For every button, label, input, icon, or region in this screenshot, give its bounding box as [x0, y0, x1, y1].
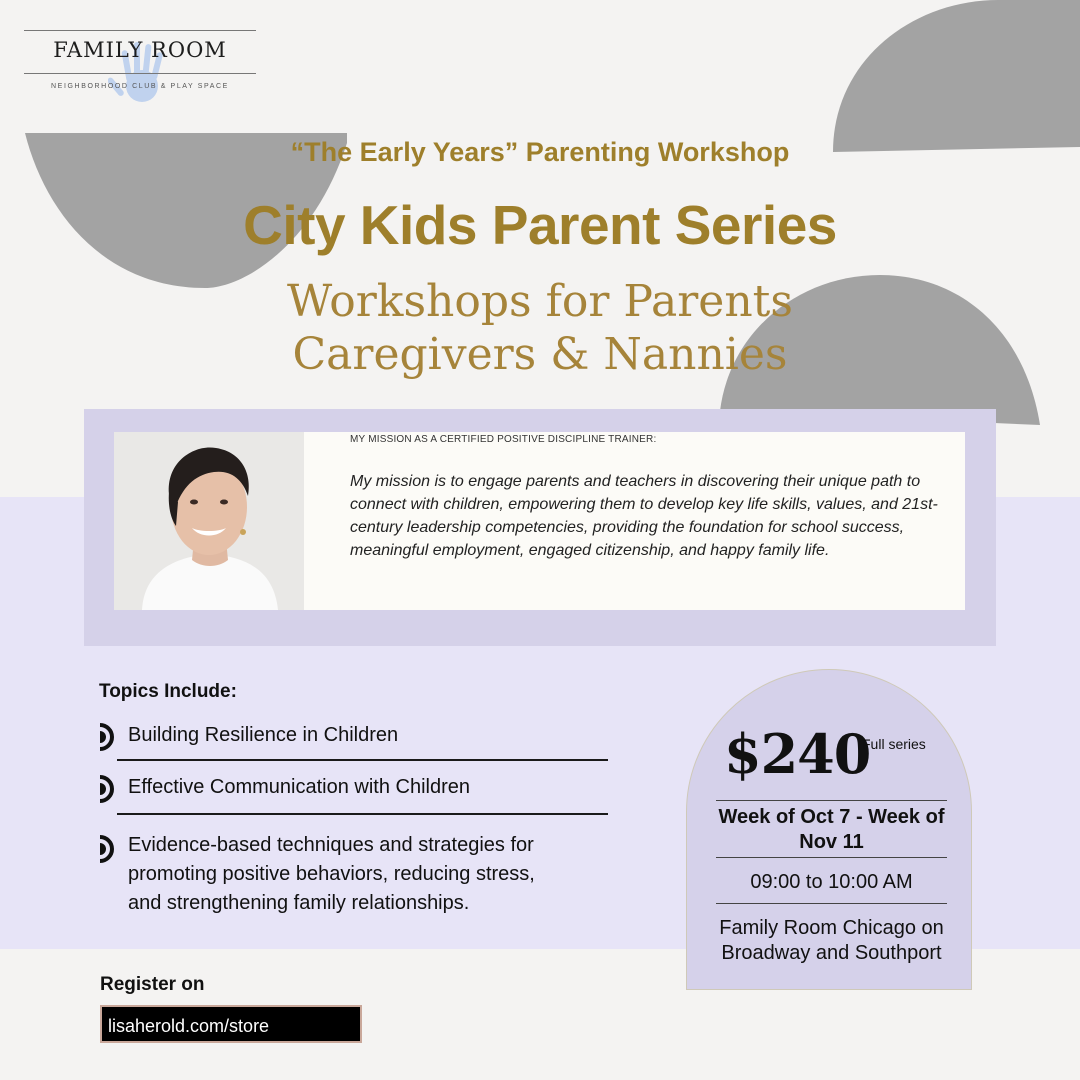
topic-item	[98, 831, 618, 923]
register-label: Register on	[100, 974, 205, 995]
topic-text: Evidence-based techniques and strategies for promoting positive behaviors, reducing stress, and strengthening family relationships.	[128, 834, 535, 914]
brand-tagline: NEIGHBORHOOD CLUB & PLAY SPACE	[51, 83, 229, 90]
location: Family Room Chicago on Broadway and Southport	[719, 917, 944, 964]
workshop-kicker: “The Early Years” Parenting Workshop	[290, 137, 790, 167]
topic-text: Effective Communication with Children	[128, 776, 471, 798]
mission-statement: My mission is to engage parents and teachers in discovering their unique path to connect with children, empowering them to develop key life skills, values, and 21st-century leadership competencies, providing the foundation for school success, meaningful employment, engaged citizenship, and happy family life.	[350, 473, 938, 559]
pricing-divider	[716, 800, 947, 801]
topics-title: Topics Include:	[99, 681, 237, 702]
half-circle-bullet-icon	[98, 835, 120, 863]
register-link[interactable]: lisaherold.com/store	[100, 1005, 362, 1043]
topic-divider	[117, 759, 608, 761]
series-title: City Kids Parent Series	[243, 194, 837, 256]
audience-subtitle	[0, 275, 1080, 381]
pricing-divider	[716, 857, 947, 858]
half-circle-bullet-icon	[98, 775, 120, 803]
price-note: Full series	[862, 736, 926, 752]
logo-rule-bottom	[24, 73, 256, 74]
topic-item	[98, 721, 618, 753]
topic-divider	[117, 813, 608, 815]
subtitle-line-1: Workshops for Parents	[287, 276, 793, 327]
price: $240	[724, 722, 871, 786]
topic-text: Building Resilience in Children	[128, 724, 399, 746]
series-dates: Week of Oct 7 - Week of Nov 11	[718, 806, 945, 853]
brand-name: FAMILY ROOM	[53, 38, 227, 62]
brand-logo	[24, 28, 256, 98]
session-time: 09:00 to 10:00 AM	[750, 871, 913, 893]
gray-half-circle-top-right	[833, 0, 1080, 152]
topic-item	[98, 773, 618, 805]
subtitle-line-2: Caregivers & Nannies	[292, 329, 788, 380]
half-circle-bullet-icon	[98, 723, 120, 751]
trainer-photo	[114, 432, 304, 610]
mission-heading: MY MISSION AS A CERTIFIED POSITIVE DISCIPLINE TRAINER:	[350, 434, 657, 445]
pricing-divider	[716, 903, 947, 904]
logo-rule-top	[24, 30, 256, 31]
